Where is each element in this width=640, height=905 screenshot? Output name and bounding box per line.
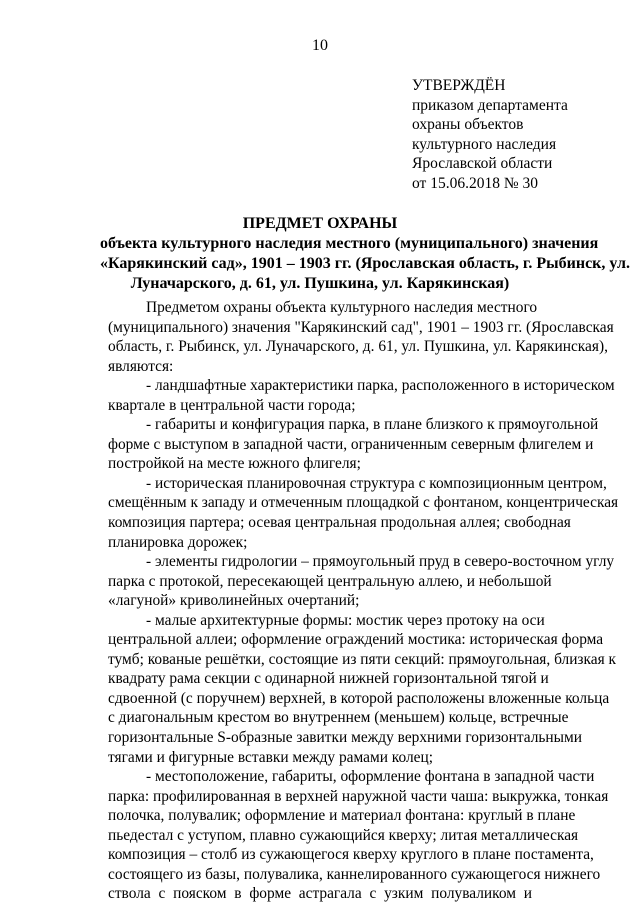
- paragraph-line: - историческая планировочная структура с композиционным центром,: [146, 474, 607, 492]
- paragraph-line: композиция партера; осевая центральная продольная аллея; свободная: [108, 514, 571, 532]
- paragraph-line: состоящего из базы, полувалика, каннелированного сужающегося нижнего: [108, 865, 601, 883]
- document-title: ПРЕДМЕТ ОХРАНЫ: [242, 215, 398, 232]
- body-text: [108, 298, 619, 904]
- paragraph-line: квадрату рама секции с одинарной нижней горизонтальной тягой и: [108, 670, 549, 688]
- approval-line: приказом департамента: [412, 96, 568, 114]
- approval-line: охраны объектов: [412, 116, 524, 133]
- document-subtitle-line: объекта культурного наследия местного (муниципального) значения: [100, 235, 599, 252]
- paragraph-line: - малые архитектурные формы: мостик через протоку на оси: [146, 611, 545, 629]
- paragraph-line: являются:: [108, 357, 174, 375]
- paragraph-line: полочка, полувалик; оформление и материал фонтана: круглый в плане: [108, 807, 576, 825]
- paragraph-line: центральной аллеи; оформление ограждений мостика: историческая форма: [108, 631, 604, 649]
- paragraph-line: - ландшафтные характеристики парка, расположенного в историческом: [146, 377, 615, 395]
- paragraph-line: область, г. Рыбинск, ул. Луначарского, д. 61, ул. Пушкина, ул. Карякинская),: [108, 338, 608, 356]
- paragraph-line: планировка дорожек;: [108, 533, 248, 551]
- paragraph-line: тягами и фигурные вставки между рамами колец;: [108, 748, 434, 766]
- page-number: 10: [312, 37, 328, 54]
- paragraph-line: постройкой на месте южного флигеля;: [108, 455, 361, 473]
- paragraph-line: квартале в центральной части города;: [108, 396, 356, 414]
- paragraph-line: сдвоенной (с поручнем) верхней, в которой расположены вложенные кольца: [108, 689, 610, 707]
- approval-line: УТВЕРЖДЁН: [412, 77, 506, 94]
- approval-line: от 15.06.2018 № 30: [412, 174, 538, 192]
- paragraph-line: горизонтальные S-образные завитки между верхними горизонтальными: [108, 729, 582, 747]
- paragraph-line: пьедестал с уступом, плавно сужающийся кверху; литая металлическая: [108, 826, 579, 844]
- paragraph-line: Предметом охраны объекта культурного наследия местного: [146, 299, 538, 316]
- paragraph-line: - местоположение, габариты, оформление фонтана в западной части: [146, 768, 595, 786]
- paragraph-line: смещённым к западу и отмеченным площадкой с фонтаном, концентрическая: [108, 494, 619, 512]
- document-subtitle-line: «Карякинский сад», 1901 – 1903 гг. (Ярославская область, г. Рыбинск, ул.: [100, 255, 630, 272]
- paragraph-line: - элементы гидрологии – прямоугольный пруд в северо-восточном углу: [146, 553, 615, 571]
- approval-stamp-block: [412, 76, 622, 193]
- approval-line: культурного наследия: [412, 135, 557, 153]
- paragraph-line: ствола с пояском в форме астрагала с узким полуваликом и: [108, 885, 532, 903]
- paragraph-line: парка: профилированная в верхней наружной части чаша: выкружка, тонкая: [108, 787, 609, 805]
- document-subtitle-line: Луначарского, д. 61, ул. Пушкина, ул. Карякинская): [130, 275, 510, 292]
- paragraph-line: тумб; кованые решётки, состоящие из пяти секций: прямоугольная, близкая к: [108, 650, 616, 668]
- paragraph-line: парка с протокой, пересекающей центральную аллею, и небольшой: [108, 572, 552, 590]
- paragraph-line: (муниципального) значения "Карякинский сад", 1901 – 1903 гг. (Ярославская: [108, 318, 614, 336]
- paragraph-line: с диагональным крестом во внутреннем (меньшем) кольце, встречные: [108, 709, 569, 727]
- paragraph-line: форме с выступом в западной части, ограниченным северным флигелем и: [108, 435, 594, 453]
- paragraph-line: композиция – столб из сужающегося кверху круглого в плане постамента,: [108, 846, 594, 864]
- paragraph-line: «лагуной» криволинейных очертаний;: [108, 592, 360, 610]
- document-heading: [100, 214, 630, 294]
- paragraph-line: - габариты и конфигурация парка, в плане близкого к прямоугольной: [146, 416, 599, 434]
- approval-line: Ярославской области: [412, 155, 553, 172]
